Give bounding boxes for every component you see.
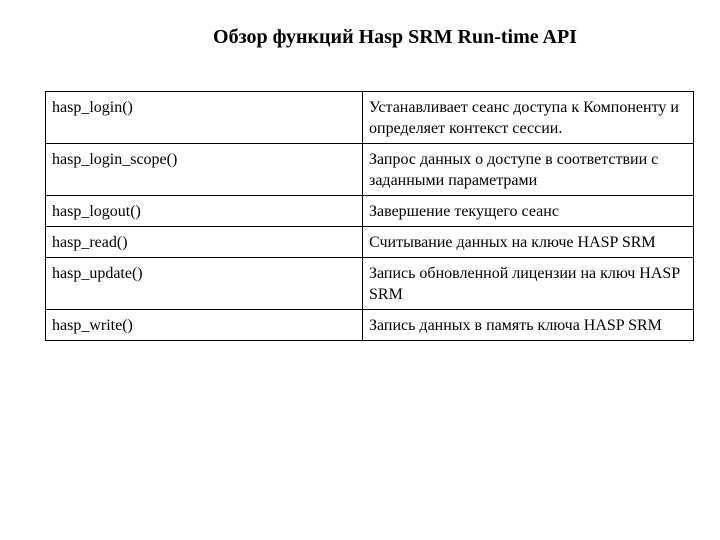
function-name-cell: hasp_login_scope() [46, 144, 363, 196]
function-name-cell: hasp_write() [46, 310, 363, 341]
table-row [46, 310, 694, 341]
function-description-cell: Завершение текущего сеанс [363, 196, 694, 227]
function-name-cell: hasp_login() [46, 92, 363, 144]
function-name-cell: hasp_update() [46, 258, 363, 310]
function-name-cell: hasp_read() [46, 227, 363, 258]
table-row [46, 144, 694, 196]
table-row [46, 92, 694, 144]
function-description-cell: Запись обновленной лицензии на ключ HASP SRM [363, 258, 694, 310]
function-description-cell: Устанавливает сеанс доступа к Компоненту и определяет контекст сессии. [363, 92, 694, 144]
function-description-cell: Считывание данных на ключе HASP SRM [363, 227, 694, 258]
function-name-cell: hasp_logout() [46, 196, 363, 227]
table-row [46, 258, 694, 310]
table-row [46, 196, 694, 227]
function-description-cell: Запись данных в память ключа HASP SRM [363, 310, 694, 341]
function-description-cell: Запрос данных о доступе в соответствии с заданными параметрами [363, 144, 694, 196]
functions-table [45, 91, 694, 341]
table-row [46, 227, 694, 258]
page-title: Обзор функций Hasp SRM Run-time API [213, 26, 577, 48]
